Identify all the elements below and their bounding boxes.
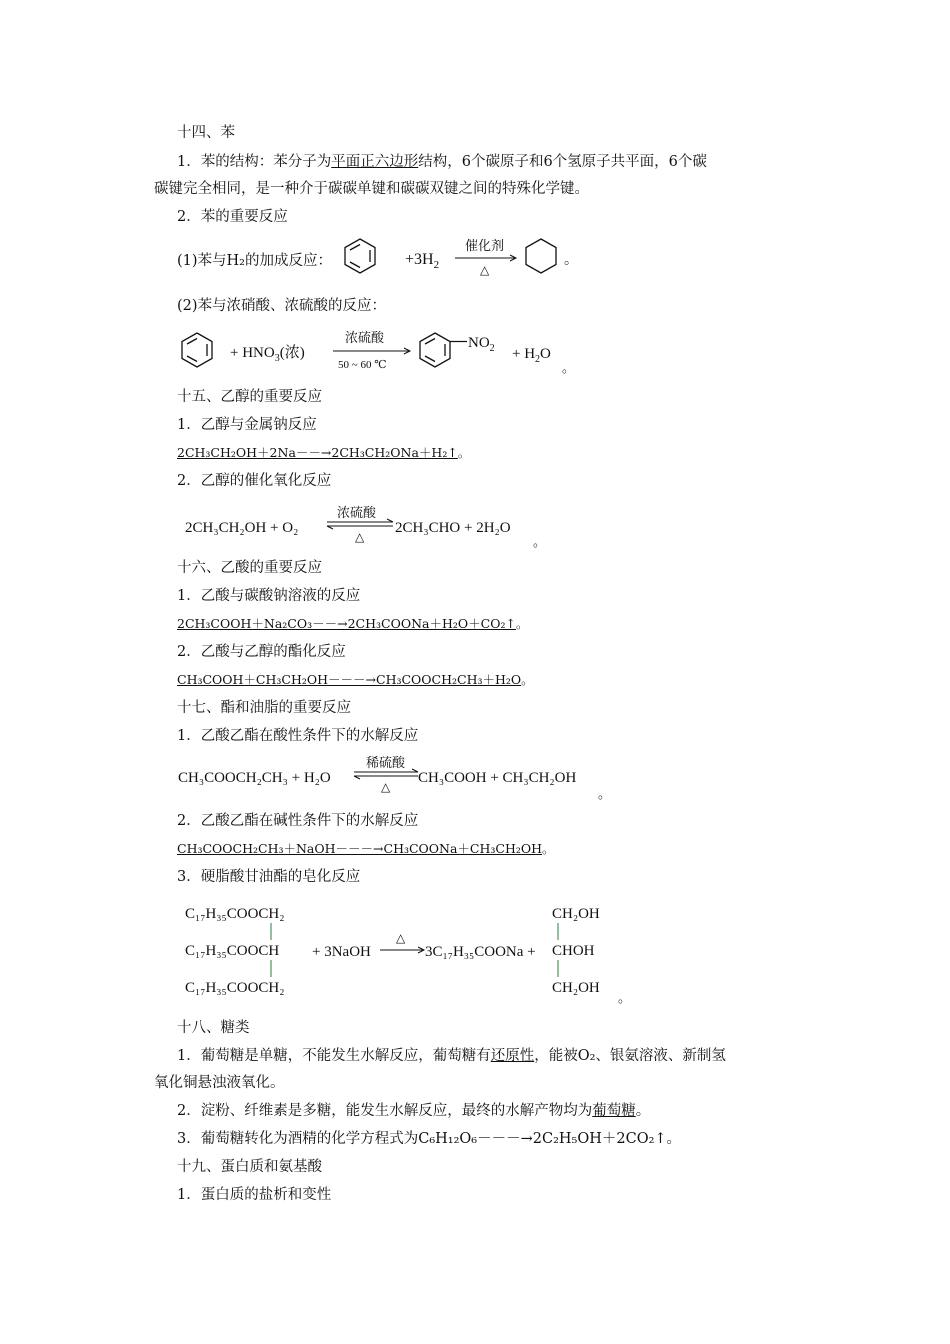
cyclohexane-ring-icon xyxy=(526,239,556,273)
text: ，能被O₂、银氨溶液、新制氢 xyxy=(534,1048,726,1064)
section-title-18: 十八、糖类 xyxy=(177,1020,250,1036)
acid-hydrolysis-equation xyxy=(178,752,618,802)
subheading: 1．乙酸乙酯在酸性条件下的水解反应 xyxy=(177,728,419,744)
underlined-answer: 葡萄糖 xyxy=(592,1103,636,1119)
glycerol-line-3: CH₂OH xyxy=(552,980,600,996)
underlined-equation: 2CH₃CH₂OH＋2Na－－→2CH₃CH₂ONa＋H₂↑ xyxy=(177,445,458,460)
condition-top: 浓硫酸 xyxy=(337,505,377,520)
text: 1．苯的结构：苯分子为 xyxy=(177,154,332,170)
subheading-benzene-reactions: 2．苯的重要反应 xyxy=(177,209,288,225)
text: 。 xyxy=(635,1103,651,1119)
nitro-group: $NO_2$ xyxy=(468,335,495,354)
paragraph-fermentation: 3．葡萄糖转化为酒精的化学方程式为C₆H₁₂O₆－－－→2C₂H₅OH＋2CO₂↑。 xyxy=(177,1131,682,1147)
subheading: 1．蛋白质的盐析和变性 xyxy=(177,1187,332,1203)
equation-acetic-carbonate xyxy=(177,614,528,634)
paragraph-polysaccharides xyxy=(177,1101,650,1121)
underlined-equation: CH₃COOH＋CH₃CH₂OH－－－→CH₃COOCH₂CH₃＋H₂O xyxy=(177,672,522,687)
triglyceride-line-3: C₁₇H₃₅COOCH₂ xyxy=(185,980,285,996)
period: 。 xyxy=(618,990,632,1005)
condition-top: 催化剂 xyxy=(465,238,505,253)
reagent: $+3H_2$ xyxy=(405,251,440,271)
text: 1．葡萄糖是单糖，不能发生水解反应，葡萄糖有 xyxy=(177,1048,491,1064)
paragraph-benzene-structure xyxy=(177,152,707,172)
subheading: 1．乙醇与金属钠反应 xyxy=(177,417,317,433)
subheading: 2．乙酸与乙醇的酯化反应 xyxy=(177,644,346,660)
glycerol-line-2: CHOH xyxy=(552,943,595,959)
condition-bottom: △ xyxy=(355,530,365,544)
nitrobenzene-ring-icon xyxy=(420,333,467,367)
equation-ethanol-sodium xyxy=(177,443,470,463)
byproduct: + $H_2O$ xyxy=(512,346,551,365)
text: 2．淀粉、纤维素是多糖，能发生水解反应，最终的水解产物均为 xyxy=(177,1103,593,1119)
period: 。 xyxy=(533,534,547,549)
subheading: 1．乙酸与碳酸钠溶液的反应 xyxy=(177,588,361,604)
paragraph-continuation: 碳键完全相同，是一种介于碳碳单键和碳碳双键之间的特殊化学键。 xyxy=(154,181,589,197)
condition-bottom: △ xyxy=(480,263,490,277)
equation-esterification xyxy=(177,670,534,690)
triglyceride-line-2: C₁₇H₃₅COOCH xyxy=(185,943,280,959)
right-side: 2CH₃CHO + 2H₂O xyxy=(395,520,511,536)
reaction-label-nitration: (2)苯与浓硝酸、浓硫酸的反应： xyxy=(177,298,387,314)
period: 。 xyxy=(598,786,612,801)
left-side: 2CH₃CH₂OH + O₂ xyxy=(185,520,299,536)
subheading: 2．乙醇的催化氧化反应 xyxy=(177,473,332,489)
period: 。 xyxy=(564,253,578,268)
condition-bottom: △ xyxy=(381,780,391,794)
text: 结构，6个碳原子和6个氢原子共平面，6个碳 xyxy=(418,154,707,170)
period: 。 xyxy=(515,616,529,631)
reagent: + 3NaOH xyxy=(312,944,371,960)
paragraph-continuation: 氧化铜悬浊液氧化。 xyxy=(154,1075,285,1091)
reagent: + $HNO_3$(浓) xyxy=(230,345,305,364)
section-title-19: 十九、蛋白质和氨基酸 xyxy=(177,1159,322,1175)
benzene-ring-icon xyxy=(345,239,375,273)
subheading: 3．硬脂酸甘油酯的皂化反应 xyxy=(177,869,361,885)
condition-top: 浓硫酸 xyxy=(345,330,385,345)
hydrogenation-equation xyxy=(340,236,590,282)
condition-top: 稀硫酸 xyxy=(366,755,406,770)
underlined-equation: CH₃COOCH₂CH₃＋NaOH－－－→CH₃COONa＋CH₃CH₂OH xyxy=(177,841,543,856)
equation-alkaline-hydrolysis xyxy=(177,839,555,859)
section-title-17: 十七、酯和油脂的重要反应 xyxy=(177,700,351,716)
underlined-equation: 2CH₃COOH＋Na₂CO₃－－→2CH₃COONa＋H₂O＋CO₂↑ xyxy=(177,616,516,631)
product-soap: 3C₁₇H₃₅COONa + xyxy=(425,944,536,960)
condition: △ xyxy=(396,931,406,945)
reaction-label-hydrogenation: (1)苯与H₂的加成反应： xyxy=(177,253,332,269)
section-title-16: 十六、乙酸的重要反应 xyxy=(177,560,322,576)
right-side: CH₃COOH + CH₃CH₂OH xyxy=(418,770,577,786)
section-title-14: 十四、苯 xyxy=(177,125,235,141)
period: 。 xyxy=(542,841,555,856)
benzene-ring-icon xyxy=(182,333,212,367)
section-title-15: 十五、乙醇的重要反应 xyxy=(177,389,322,405)
period: 。 xyxy=(521,672,534,687)
underlined-answer: 平面正六边形 xyxy=(331,154,419,170)
ethanol-oxidation-equation xyxy=(185,500,555,548)
period: 。 xyxy=(562,360,576,375)
nitration-equation xyxy=(175,328,595,376)
left-side: CH₃COOCH₂CH₃ + H₂O xyxy=(178,770,331,786)
paragraph-glucose xyxy=(177,1046,726,1066)
glycerol-line-1: CH₂OH xyxy=(552,906,600,922)
condition-bottom: 50 ~ 60 ℃ xyxy=(338,359,387,371)
triglyceride-line-1: C₁₇H₃₅COOCH₂ xyxy=(185,906,285,922)
period: 。 xyxy=(457,445,471,460)
underlined-answer: 还原性 xyxy=(490,1048,535,1064)
saponification-equation xyxy=(185,898,645,1008)
subheading: 2．乙酸乙酯在碱性条件下的水解反应 xyxy=(177,813,419,829)
